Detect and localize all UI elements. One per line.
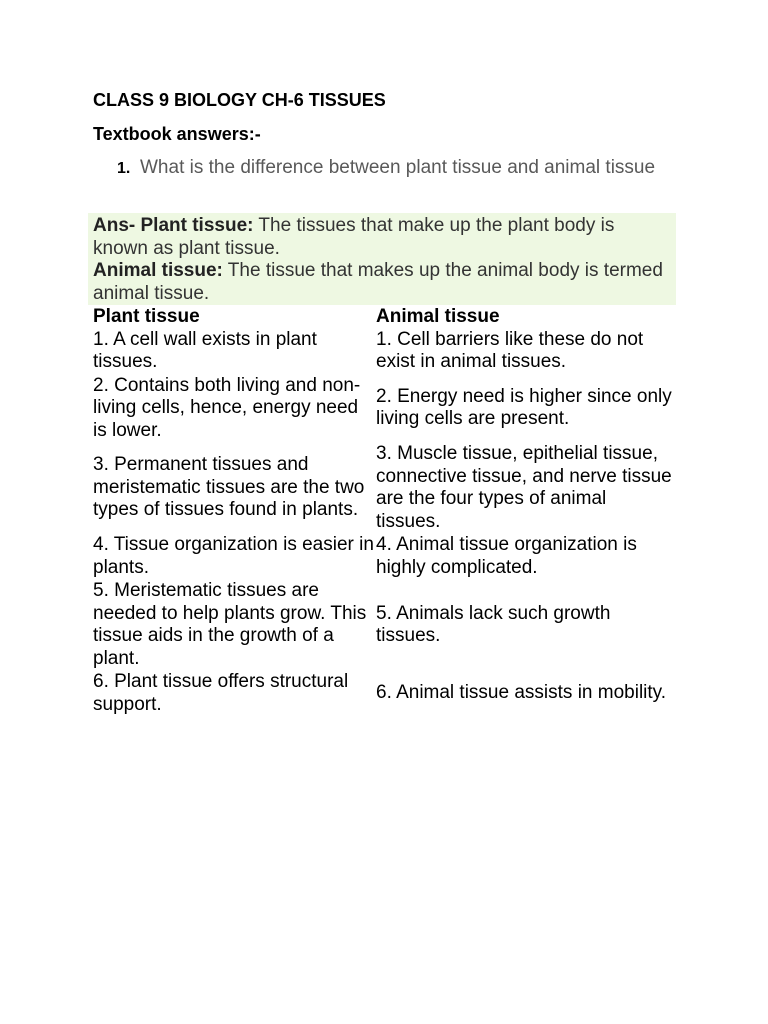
animal-cell: 3. Muscle tissue, epithelial tissue, connective tissue, and nerve tissue are the four types of animal tissues. bbox=[376, 443, 672, 532]
animal-cell: 2. Energy need is higher since only living cells are present. bbox=[376, 385, 672, 430]
question-number: 1. bbox=[117, 160, 131, 177]
header-plant-tissue: Plant tissue bbox=[93, 306, 200, 327]
table-row bbox=[93, 329, 673, 375]
animal-cell: 5. Animals lack such growth tissues. bbox=[376, 602, 611, 646]
header-animal-tissue: Animal tissue bbox=[376, 306, 500, 327]
document-title: CLASS 9 BIOLOGY CH-6 TISSUES bbox=[93, 90, 386, 110]
table-row bbox=[93, 375, 673, 444]
answer-prefix: Ans- bbox=[93, 215, 141, 236]
table-row bbox=[93, 534, 673, 580]
plant-cell: 5. Meristematic tissues are needed to help plants grow. This tissue aids in the growth of a plant. bbox=[93, 580, 367, 669]
section-heading: Textbook answers:- bbox=[93, 124, 261, 144]
plant-tissue-label: Plant tissue: bbox=[140, 215, 254, 236]
animal-cell: 1. Cell barriers like these do not exist in animal tissues. bbox=[376, 328, 644, 372]
animal-tissue-definition: The tissue that makes up the animal body is termed animal tissue. bbox=[93, 260, 663, 304]
plant-cell: 1. A cell wall exists in plant tissues. bbox=[93, 328, 317, 372]
table-header-row bbox=[93, 306, 673, 329]
animal-tissue-label: Animal tissue: bbox=[93, 260, 223, 281]
table-row bbox=[93, 443, 673, 534]
comparison-table bbox=[93, 306, 673, 717]
plant-cell: 4. Tissue organization is easier in plants. bbox=[93, 534, 374, 578]
question-text: What is the difference between plant tissue and animal tissue bbox=[140, 157, 656, 178]
answer-block bbox=[93, 215, 673, 305]
answer-plant-line bbox=[93, 215, 673, 260]
table-row bbox=[93, 580, 673, 671]
animal-cell: 6. Animal tissue assists in mobility. bbox=[376, 682, 667, 704]
plant-cell: 6. Plant tissue offers structural support. bbox=[93, 671, 349, 715]
table-row bbox=[93, 671, 673, 717]
plant-cell: 2. Contains both living and non-living cells, hence, energy need is lower. bbox=[93, 374, 361, 441]
plant-tissue-definition: The tissues that make up the plant body is known as plant tissue. bbox=[93, 215, 615, 259]
animal-cell: 4. Animal tissue organization is highly complicated. bbox=[376, 534, 637, 578]
answer-animal-line bbox=[93, 260, 673, 305]
plant-cell: 3. Permanent tissues and meristematic tissues are the two types of tissues found in plants. bbox=[93, 454, 365, 521]
question-item bbox=[117, 156, 657, 180]
